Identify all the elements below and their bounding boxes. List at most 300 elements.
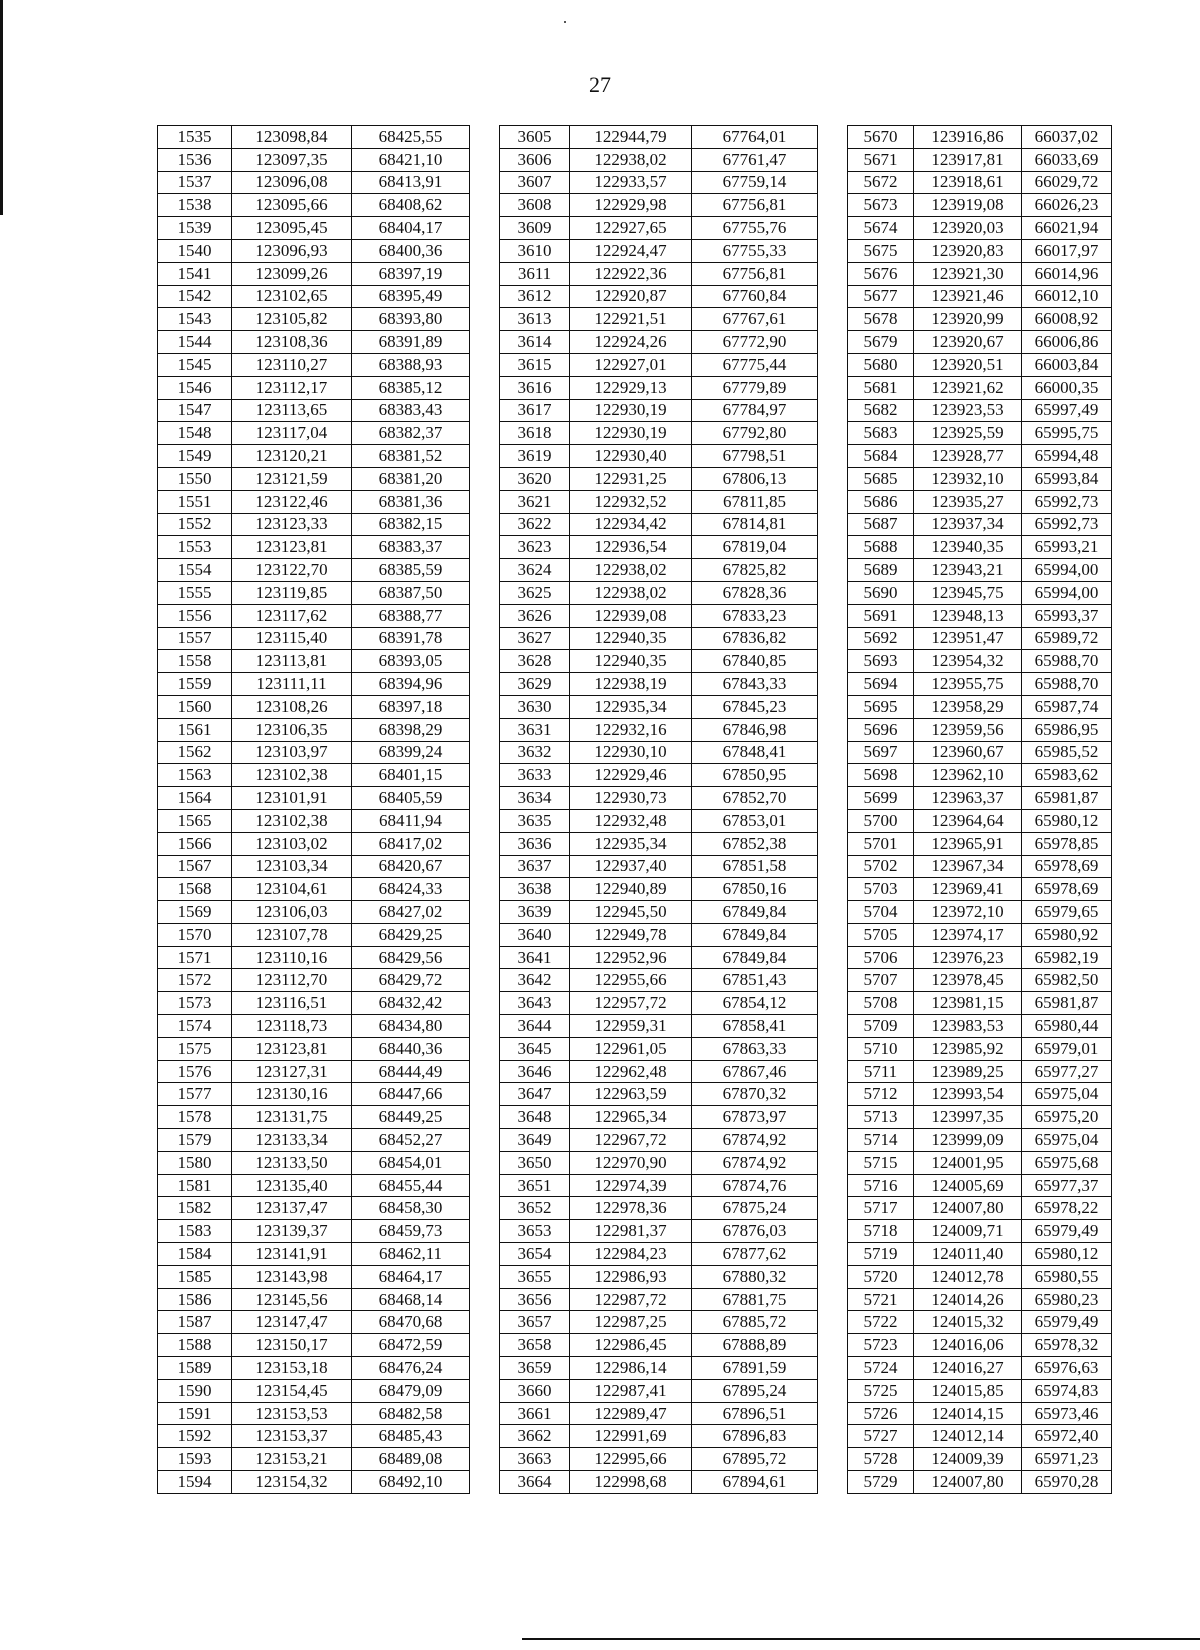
y-coordinate-cell: 68489,08 <box>352 1448 470 1471</box>
column-gap <box>818 741 848 764</box>
y-coordinate-cell: 68417,02 <box>352 832 470 855</box>
column-gap <box>818 1197 848 1220</box>
x-coordinate-cell: 122932,16 <box>570 718 692 741</box>
x-coordinate-cell: 123932,10 <box>914 467 1022 490</box>
point-number-cell: 1550 <box>158 467 232 490</box>
x-coordinate-cell: 124014,26 <box>914 1288 1022 1311</box>
x-coordinate-cell: 123955,75 <box>914 673 1022 696</box>
x-coordinate-cell: 122931,25 <box>570 467 692 490</box>
x-coordinate-cell: 122989,47 <box>570 1402 692 1425</box>
point-number-cell: 5703 <box>848 878 914 901</box>
point-number-cell: 3612 <box>500 285 570 308</box>
column-gap <box>470 239 500 262</box>
y-coordinate-cell: 65983,62 <box>1022 764 1112 787</box>
table-row <box>158 536 1112 559</box>
x-coordinate-cell: 122924,26 <box>570 331 692 354</box>
y-coordinate-cell: 65980,12 <box>1022 809 1112 832</box>
column-gap <box>818 695 848 718</box>
table-row <box>158 171 1112 194</box>
point-number-cell: 3625 <box>500 581 570 604</box>
x-coordinate-cell: 122995,66 <box>570 1448 692 1471</box>
column-gap <box>470 878 500 901</box>
table-row <box>158 695 1112 718</box>
table-row <box>158 1402 1112 1425</box>
table-row <box>158 1037 1112 1060</box>
column-gap <box>818 1220 848 1243</box>
table-row <box>158 1197 1112 1220</box>
y-coordinate-cell: 67895,24 <box>692 1379 818 1402</box>
table-row <box>158 923 1112 946</box>
x-coordinate-cell: 123130,16 <box>232 1083 352 1106</box>
column-gap <box>818 1379 848 1402</box>
x-coordinate-cell: 124015,32 <box>914 1311 1022 1334</box>
x-coordinate-cell: 123118,73 <box>232 1015 352 1038</box>
x-coordinate-cell: 123131,75 <box>232 1106 352 1129</box>
x-coordinate-cell: 122938,02 <box>570 559 692 582</box>
point-number-cell: 1553 <box>158 536 232 559</box>
x-coordinate-cell: 122935,34 <box>570 695 692 718</box>
x-coordinate-cell: 123133,34 <box>232 1129 352 1152</box>
y-coordinate-cell: 67888,89 <box>692 1334 818 1357</box>
column-gap <box>818 1037 848 1060</box>
y-coordinate-cell: 68420,67 <box>352 855 470 878</box>
table-row <box>158 1151 1112 1174</box>
point-number-cell: 1583 <box>158 1220 232 1243</box>
column-gap <box>470 399 500 422</box>
point-number-cell: 5686 <box>848 490 914 513</box>
x-coordinate-cell: 123921,30 <box>914 262 1022 285</box>
y-coordinate-cell: 65980,44 <box>1022 1015 1112 1038</box>
x-coordinate-cell: 122952,96 <box>570 946 692 969</box>
column-gap <box>818 1243 848 1266</box>
point-number-cell: 1571 <box>158 946 232 969</box>
table-row <box>158 1471 1112 1494</box>
column-gap <box>470 1015 500 1038</box>
column-gap <box>470 148 500 171</box>
y-coordinate-cell: 65982,19 <box>1022 946 1112 969</box>
table-row <box>158 1015 1112 1038</box>
column-gap <box>470 1106 500 1129</box>
x-coordinate-cell: 123097,35 <box>232 148 352 171</box>
y-coordinate-cell: 67852,38 <box>692 832 818 855</box>
y-coordinate-cell: 65974,83 <box>1022 1379 1112 1402</box>
point-number-cell: 1586 <box>158 1288 232 1311</box>
x-coordinate-cell: 122920,87 <box>570 285 692 308</box>
y-coordinate-cell: 68454,01 <box>352 1151 470 1174</box>
table-row <box>158 422 1112 445</box>
y-coordinate-cell: 68391,78 <box>352 627 470 650</box>
column-gap <box>818 1448 848 1471</box>
point-number-cell: 1584 <box>158 1243 232 1266</box>
y-coordinate-cell: 67874,92 <box>692 1129 818 1152</box>
x-coordinate-cell: 123101,91 <box>232 787 352 810</box>
point-number-cell: 5724 <box>848 1357 914 1380</box>
scan-dot <box>564 21 566 23</box>
x-coordinate-cell: 123921,46 <box>914 285 1022 308</box>
table-row <box>158 1083 1112 1106</box>
y-coordinate-cell: 67764,01 <box>692 126 818 149</box>
y-coordinate-cell: 67870,32 <box>692 1083 818 1106</box>
point-number-cell: 3635 <box>500 809 570 832</box>
y-coordinate-cell: 67849,84 <box>692 946 818 969</box>
y-coordinate-cell: 65971,23 <box>1022 1448 1112 1471</box>
point-number-cell: 1560 <box>158 695 232 718</box>
point-number-cell: 5674 <box>848 217 914 240</box>
y-coordinate-cell: 68381,20 <box>352 467 470 490</box>
x-coordinate-cell: 123122,70 <box>232 559 352 582</box>
x-coordinate-cell: 123940,35 <box>914 536 1022 559</box>
point-number-cell: 1547 <box>158 399 232 422</box>
point-number-cell: 5678 <box>848 308 914 331</box>
column-gap <box>470 992 500 1015</box>
x-coordinate-cell: 123962,10 <box>914 764 1022 787</box>
table-row <box>158 878 1112 901</box>
column-gap <box>818 1425 848 1448</box>
column-gap <box>818 490 848 513</box>
point-number-cell: 1570 <box>158 923 232 946</box>
point-number-cell: 1589 <box>158 1357 232 1380</box>
point-number-cell: 3653 <box>500 1220 570 1243</box>
point-number-cell: 3659 <box>500 1357 570 1380</box>
point-number-cell: 5670 <box>848 126 914 149</box>
x-coordinate-cell: 123106,03 <box>232 901 352 924</box>
x-coordinate-cell: 124011,40 <box>914 1243 1022 1266</box>
point-number-cell: 3641 <box>500 946 570 969</box>
y-coordinate-cell: 67843,33 <box>692 673 818 696</box>
point-number-cell: 3623 <box>500 536 570 559</box>
x-coordinate-cell: 122965,34 <box>570 1106 692 1129</box>
point-number-cell: 5702 <box>848 855 914 878</box>
x-coordinate-cell: 123111,11 <box>232 673 352 696</box>
x-coordinate-cell: 123965,91 <box>914 832 1022 855</box>
y-coordinate-cell: 65979,01 <box>1022 1037 1112 1060</box>
y-coordinate-cell: 67836,82 <box>692 627 818 650</box>
column-gap <box>470 673 500 696</box>
point-number-cell: 3637 <box>500 855 570 878</box>
point-number-cell: 5725 <box>848 1379 914 1402</box>
y-coordinate-cell: 65988,70 <box>1022 650 1112 673</box>
x-coordinate-cell: 122930,40 <box>570 445 692 468</box>
y-coordinate-cell: 66003,84 <box>1022 353 1112 376</box>
point-number-cell: 3643 <box>500 992 570 1015</box>
x-coordinate-cell: 122959,31 <box>570 1015 692 1038</box>
table-row <box>158 513 1112 536</box>
y-coordinate-cell: 65994,00 <box>1022 559 1112 582</box>
point-number-cell: 3618 <box>500 422 570 445</box>
table-row <box>158 992 1112 1015</box>
point-number-cell: 3650 <box>500 1151 570 1174</box>
point-number-cell: 3658 <box>500 1334 570 1357</box>
y-coordinate-cell: 67833,23 <box>692 604 818 627</box>
x-coordinate-cell: 122957,72 <box>570 992 692 1015</box>
point-number-cell: 1579 <box>158 1129 232 1152</box>
column-gap <box>818 331 848 354</box>
column-gap <box>470 627 500 650</box>
x-coordinate-cell: 124001,95 <box>914 1151 1022 1174</box>
y-coordinate-cell: 68393,05 <box>352 650 470 673</box>
table-row <box>158 787 1112 810</box>
table-row <box>158 604 1112 627</box>
column-gap <box>818 126 848 149</box>
point-number-cell: 1538 <box>158 194 232 217</box>
table-row <box>158 1265 1112 1288</box>
column-gap <box>818 1129 848 1152</box>
y-coordinate-cell: 66033,69 <box>1022 148 1112 171</box>
point-number-cell: 5717 <box>848 1197 914 1220</box>
bottom-rule <box>522 1638 1200 1640</box>
y-coordinate-cell: 68400,36 <box>352 239 470 262</box>
table-row <box>158 399 1112 422</box>
point-number-cell: 1590 <box>158 1379 232 1402</box>
x-coordinate-cell: 123113,81 <box>232 650 352 673</box>
y-coordinate-cell: 68405,59 <box>352 787 470 810</box>
x-coordinate-cell: 122940,35 <box>570 627 692 650</box>
column-gap <box>818 353 848 376</box>
column-gap <box>818 969 848 992</box>
table-row <box>158 559 1112 582</box>
point-number-cell: 5684 <box>848 445 914 468</box>
x-coordinate-cell: 123916,86 <box>914 126 1022 149</box>
y-coordinate-cell: 65993,84 <box>1022 467 1112 490</box>
point-number-cell: 5676 <box>848 262 914 285</box>
y-coordinate-cell: 67849,84 <box>692 923 818 946</box>
point-number-cell: 3655 <box>500 1265 570 1288</box>
x-coordinate-cell: 123102,38 <box>232 764 352 787</box>
x-coordinate-cell: 123105,82 <box>232 308 352 331</box>
point-number-cell: 1576 <box>158 1060 232 1083</box>
x-coordinate-cell: 123937,34 <box>914 513 1022 536</box>
x-coordinate-cell: 124016,27 <box>914 1357 1022 1380</box>
y-coordinate-cell: 67880,32 <box>692 1265 818 1288</box>
y-coordinate-cell: 66029,72 <box>1022 171 1112 194</box>
column-gap <box>470 422 500 445</box>
point-number-cell: 5692 <box>848 627 914 650</box>
y-coordinate-cell: 68468,14 <box>352 1288 470 1311</box>
y-coordinate-cell: 65980,92 <box>1022 923 1112 946</box>
column-gap <box>818 901 848 924</box>
y-coordinate-cell: 67828,36 <box>692 581 818 604</box>
y-coordinate-cell: 67811,85 <box>692 490 818 513</box>
x-coordinate-cell: 123963,37 <box>914 787 1022 810</box>
x-coordinate-cell: 123154,32 <box>232 1471 352 1494</box>
table-row <box>158 1311 1112 1334</box>
column-gap <box>818 581 848 604</box>
y-coordinate-cell: 68444,49 <box>352 1060 470 1083</box>
column-gap <box>818 1357 848 1380</box>
x-coordinate-cell: 122930,10 <box>570 741 692 764</box>
point-number-cell: 5685 <box>848 467 914 490</box>
y-coordinate-cell: 65973,46 <box>1022 1402 1112 1425</box>
x-coordinate-cell: 122978,36 <box>570 1197 692 1220</box>
point-number-cell: 1575 <box>158 1037 232 1060</box>
table-row <box>158 194 1112 217</box>
point-number-cell: 1543 <box>158 308 232 331</box>
point-number-cell: 1588 <box>158 1334 232 1357</box>
x-coordinate-cell: 122932,52 <box>570 490 692 513</box>
x-coordinate-cell: 123945,75 <box>914 581 1022 604</box>
point-number-cell: 3609 <box>500 217 570 240</box>
table-row <box>158 239 1112 262</box>
column-gap <box>470 1379 500 1402</box>
y-coordinate-cell: 66008,92 <box>1022 308 1112 331</box>
column-gap <box>818 787 848 810</box>
column-gap <box>470 467 500 490</box>
y-coordinate-cell: 67825,82 <box>692 559 818 582</box>
point-number-cell: 5729 <box>848 1471 914 1494</box>
column-gap <box>470 1243 500 1266</box>
point-number-cell: 3636 <box>500 832 570 855</box>
x-coordinate-cell: 123923,53 <box>914 399 1022 422</box>
x-coordinate-cell: 124012,14 <box>914 1425 1022 1448</box>
column-gap <box>470 1265 500 1288</box>
y-coordinate-cell: 67894,61 <box>692 1471 818 1494</box>
y-coordinate-cell: 68432,42 <box>352 992 470 1015</box>
point-number-cell: 1564 <box>158 787 232 810</box>
x-coordinate-cell: 122974,39 <box>570 1174 692 1197</box>
y-coordinate-cell: 68388,77 <box>352 604 470 627</box>
y-coordinate-cell: 67885,72 <box>692 1311 818 1334</box>
y-coordinate-cell: 65979,49 <box>1022 1220 1112 1243</box>
point-number-cell: 5716 <box>848 1174 914 1197</box>
point-number-cell: 1549 <box>158 445 232 468</box>
point-number-cell: 1566 <box>158 832 232 855</box>
x-coordinate-cell: 123153,37 <box>232 1425 352 1448</box>
x-coordinate-cell: 123920,99 <box>914 308 1022 331</box>
scan-edge-mark <box>0 0 3 215</box>
table-row <box>158 1243 1112 1266</box>
x-coordinate-cell: 122927,01 <box>570 353 692 376</box>
point-number-cell: 3656 <box>500 1288 570 1311</box>
column-gap <box>470 604 500 627</box>
x-coordinate-cell: 123985,92 <box>914 1037 1022 1060</box>
x-coordinate-cell: 123108,26 <box>232 695 352 718</box>
x-coordinate-cell: 122929,46 <box>570 764 692 787</box>
column-gap <box>470 445 500 468</box>
x-coordinate-cell: 123120,21 <box>232 445 352 468</box>
column-gap <box>470 353 500 376</box>
column-gap <box>818 1015 848 1038</box>
x-coordinate-cell: 124015,85 <box>914 1379 1022 1402</box>
column-gap <box>470 171 500 194</box>
column-gap <box>470 1197 500 1220</box>
x-coordinate-cell: 123989,25 <box>914 1060 1022 1083</box>
x-coordinate-cell: 123143,98 <box>232 1265 352 1288</box>
column-gap <box>818 627 848 650</box>
x-coordinate-cell: 122986,93 <box>570 1265 692 1288</box>
point-number-cell: 3660 <box>500 1379 570 1402</box>
x-coordinate-cell: 122932,48 <box>570 809 692 832</box>
y-coordinate-cell: 66000,35 <box>1022 376 1112 399</box>
column-gap <box>818 194 848 217</box>
point-number-cell: 3654 <box>500 1243 570 1266</box>
y-coordinate-cell: 68479,09 <box>352 1379 470 1402</box>
point-number-cell: 3630 <box>500 695 570 718</box>
column-gap <box>470 1334 500 1357</box>
point-number-cell: 5706 <box>848 946 914 969</box>
y-coordinate-cell: 68470,68 <box>352 1311 470 1334</box>
x-coordinate-cell: 123921,62 <box>914 376 1022 399</box>
table-row <box>158 376 1112 399</box>
y-coordinate-cell: 65989,72 <box>1022 627 1112 650</box>
x-coordinate-cell: 123141,91 <box>232 1243 352 1266</box>
y-coordinate-cell: 67852,70 <box>692 787 818 810</box>
x-coordinate-cell: 122930,73 <box>570 787 692 810</box>
table-row <box>158 946 1112 969</box>
point-number-cell: 5693 <box>848 650 914 673</box>
x-coordinate-cell: 123098,84 <box>232 126 352 149</box>
point-number-cell: 1580 <box>158 1151 232 1174</box>
y-coordinate-cell: 68404,17 <box>352 217 470 240</box>
y-coordinate-cell: 65985,52 <box>1022 741 1112 764</box>
point-number-cell: 5720 <box>848 1265 914 1288</box>
column-gap <box>818 1288 848 1311</box>
y-coordinate-cell: 68429,56 <box>352 946 470 969</box>
x-coordinate-cell: 124012,78 <box>914 1265 1022 1288</box>
point-number-cell: 1558 <box>158 650 232 673</box>
y-coordinate-cell: 66014,96 <box>1022 262 1112 285</box>
y-coordinate-cell: 65979,49 <box>1022 1311 1112 1334</box>
y-coordinate-cell: 68398,29 <box>352 718 470 741</box>
x-coordinate-cell: 122936,54 <box>570 536 692 559</box>
point-number-cell: 1577 <box>158 1083 232 1106</box>
x-coordinate-cell: 123110,27 <box>232 353 352 376</box>
table-row <box>158 1357 1112 1380</box>
y-coordinate-cell: 67891,59 <box>692 1357 818 1380</box>
x-coordinate-cell: 124005,69 <box>914 1174 1022 1197</box>
point-number-cell: 5682 <box>848 399 914 422</box>
x-coordinate-cell: 124009,39 <box>914 1448 1022 1471</box>
point-number-cell: 3662 <box>500 1425 570 1448</box>
column-gap <box>470 1448 500 1471</box>
x-coordinate-cell: 124007,80 <box>914 1471 1022 1494</box>
x-coordinate-cell: 122930,19 <box>570 422 692 445</box>
x-coordinate-cell: 123153,18 <box>232 1357 352 1380</box>
point-number-cell: 1593 <box>158 1448 232 1471</box>
y-coordinate-cell: 65979,65 <box>1022 901 1112 924</box>
column-gap <box>818 673 848 696</box>
point-number-cell: 5714 <box>848 1129 914 1152</box>
column-gap <box>818 946 848 969</box>
y-coordinate-cell: 67863,33 <box>692 1037 818 1060</box>
point-number-cell: 3639 <box>500 901 570 924</box>
point-number-cell: 3619 <box>500 445 570 468</box>
x-coordinate-cell: 123954,32 <box>914 650 1022 673</box>
point-number-cell: 1551 <box>158 490 232 513</box>
y-coordinate-cell: 68383,37 <box>352 536 470 559</box>
column-gap <box>818 1402 848 1425</box>
x-coordinate-cell: 123127,31 <box>232 1060 352 1083</box>
y-coordinate-cell: 68427,02 <box>352 901 470 924</box>
column-gap <box>470 855 500 878</box>
table-row <box>158 1220 1112 1243</box>
column-gap <box>470 513 500 536</box>
point-number-cell: 3607 <box>500 171 570 194</box>
point-number-cell: 3621 <box>500 490 570 513</box>
table-row <box>158 741 1112 764</box>
x-coordinate-cell: 123150,17 <box>232 1334 352 1357</box>
x-coordinate-cell: 122929,98 <box>570 194 692 217</box>
column-gap <box>470 923 500 946</box>
y-coordinate-cell: 67846,98 <box>692 718 818 741</box>
y-coordinate-cell: 67877,62 <box>692 1243 818 1266</box>
table-row <box>158 650 1112 673</box>
table-row <box>158 718 1112 741</box>
point-number-cell: 1555 <box>158 581 232 604</box>
table-row <box>158 1174 1112 1197</box>
table-row <box>158 353 1112 376</box>
x-coordinate-cell: 123122,46 <box>232 490 352 513</box>
x-coordinate-cell: 123104,61 <box>232 878 352 901</box>
